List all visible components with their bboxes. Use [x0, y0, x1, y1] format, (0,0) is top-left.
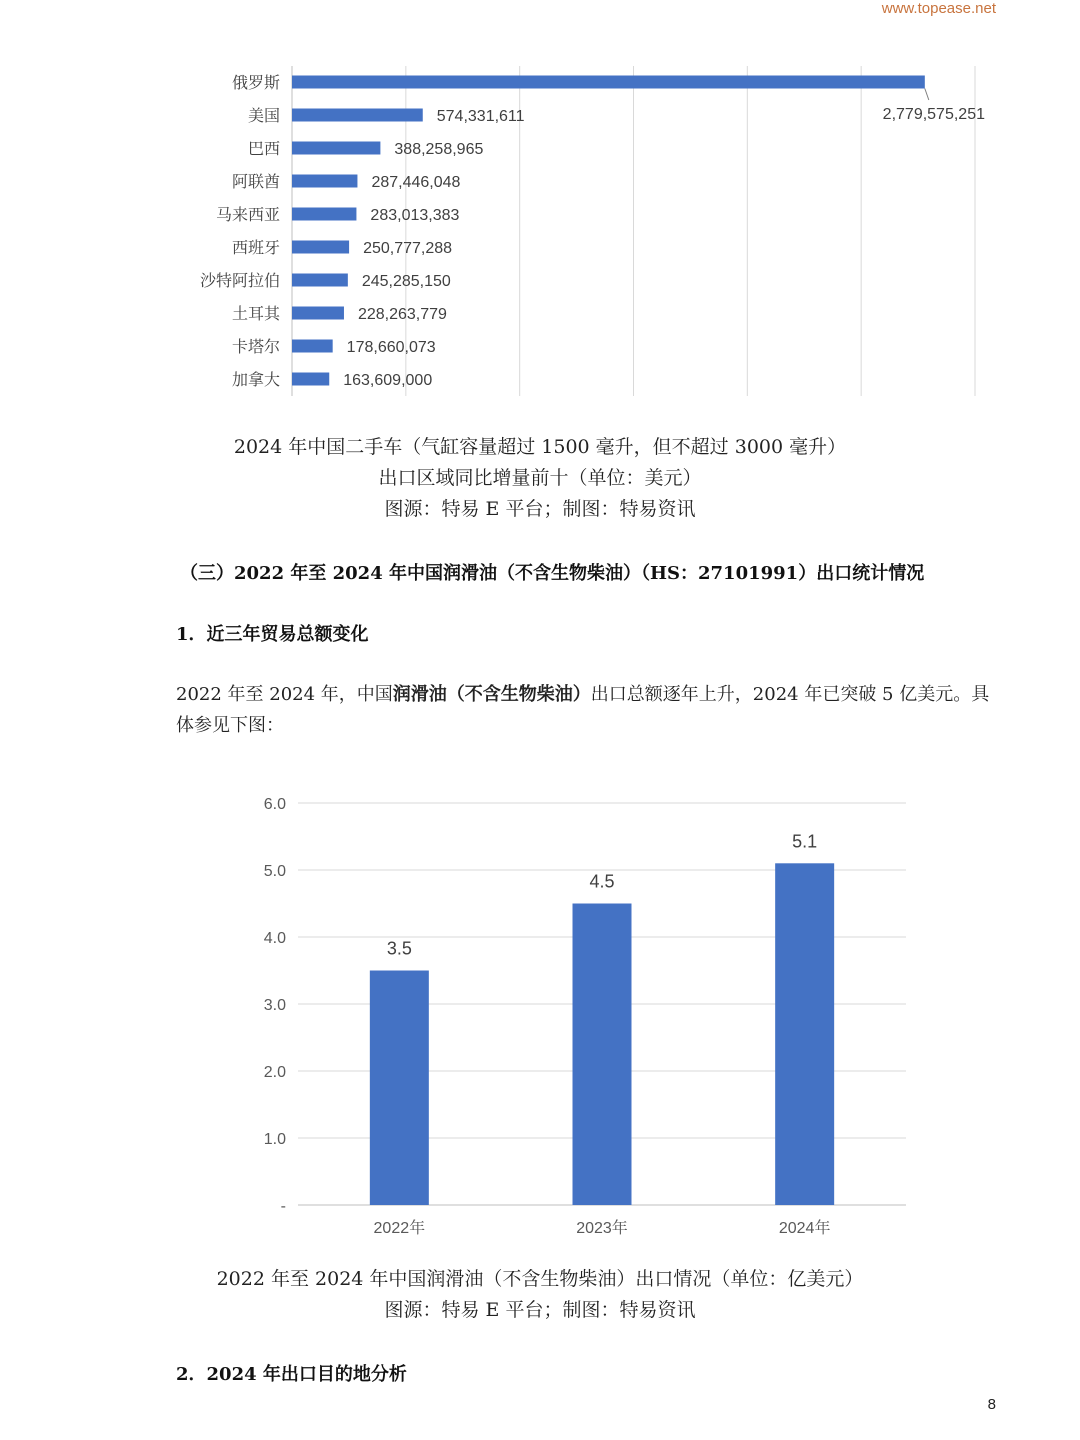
- bar: [292, 175, 357, 188]
- label-leader: [925, 89, 929, 101]
- chart2-caption-line1: 2022 年至 2024 年中国润滑油（不含生物柴油）出口情况（单位：亿美元）: [216, 1268, 864, 1290]
- data-label: 250,777,288: [363, 240, 453, 257]
- paragraph-bold-product: 润滑油（不含生物柴油）: [392, 684, 591, 705]
- data-label: 4.5: [589, 871, 615, 892]
- bar: [292, 142, 380, 155]
- data-label: 245,285,150: [361, 273, 451, 290]
- page-number: 8: [987, 1396, 996, 1413]
- bar: [775, 863, 834, 1205]
- x-tick-label: 2024年: [778, 1220, 831, 1237]
- data-label: 574,331,611: [436, 108, 525, 125]
- data-label: 283,013,383: [370, 207, 460, 224]
- category-label: 马来西亚: [215, 207, 280, 224]
- category-label: 巴西: [247, 141, 280, 158]
- data-label: 388,258,965: [394, 141, 484, 158]
- y-tick-label: -: [280, 1198, 286, 1215]
- category-label: 土耳其: [231, 306, 280, 323]
- subheading-destinations: 2．2024 年出口目的地分析: [176, 1364, 407, 1385]
- chart1-caption: [0, 432, 1080, 525]
- bar: [292, 208, 356, 221]
- paragraph: [176, 679, 1006, 741]
- paragraph-text-post: 出口总额逐年上升，2024 年已突破 5 亿美元。具体参见下图：: [176, 684, 990, 736]
- data-label: 3.5: [386, 938, 412, 959]
- category-label: 卡塔尔: [231, 339, 280, 356]
- data-label: 228,263,779: [357, 306, 447, 323]
- bar: [292, 109, 423, 122]
- data-label: 5.1: [792, 831, 818, 852]
- data-label: 2,779,575,251: [882, 106, 985, 123]
- x-tick-label: 2023年: [576, 1220, 628, 1237]
- chart1-caption-line1: 2024 年中国二手车（气缸容量超过 1500 毫升，但不超过 3000 毫升）: [233, 436, 847, 458]
- bar: [292, 274, 348, 287]
- category-label: 阿联酋: [231, 174, 280, 191]
- y-tick-label: 4.0: [263, 930, 286, 947]
- data-label: 163,609,000: [343, 372, 433, 389]
- y-tick-label: 2.0: [263, 1064, 286, 1081]
- data-label: 287,446,048: [371, 174, 461, 191]
- category-label: 西班牙: [231, 240, 280, 257]
- chart-used-car-exports: [0, 50, 1080, 460]
- bar: [370, 971, 429, 1206]
- paragraph-text-pre: 2022 年至 2024 年，中国: [176, 684, 393, 705]
- data-label: 178,660,073: [346, 339, 436, 356]
- chart1-caption-line3: 图源：特易 E 平台；制图：特易资讯: [384, 498, 696, 520]
- site-url[interactable]: www.topease.net: [881, 0, 996, 17]
- bar: [292, 373, 329, 386]
- chart-lubricant-exports: [0, 780, 1080, 1250]
- y-tick-label: 5.0: [263, 863, 286, 880]
- bar: [292, 76, 925, 89]
- chart2-caption: [0, 1264, 1080, 1326]
- category-label: 美国: [247, 108, 280, 125]
- category-label: 沙特阿拉伯: [199, 273, 280, 290]
- chart1-caption-line2: 出口区域同比增量前十（单位：美元）: [378, 467, 702, 489]
- y-tick-label: 6.0: [263, 796, 286, 813]
- category-label: 加拿大: [231, 372, 280, 389]
- section-heading: （三）2022 年至 2024 年中国润滑油（不含生物柴油）（HS：27101991）出口统计情况: [180, 563, 925, 584]
- bar: [573, 904, 632, 1206]
- chart2-caption-line2: 图源：特易 E 平台；制图：特易资讯: [384, 1299, 696, 1321]
- bar: [292, 307, 344, 320]
- bar: [292, 241, 349, 254]
- category-label: 俄罗斯: [231, 75, 280, 92]
- y-tick-label: 3.0: [263, 997, 286, 1014]
- subheading-trade-total: 1．近三年贸易总额变化: [176, 624, 369, 645]
- bar: [292, 340, 333, 353]
- y-tick-label: 1.0: [263, 1131, 286, 1148]
- x-tick-label: 2022年: [373, 1220, 426, 1237]
